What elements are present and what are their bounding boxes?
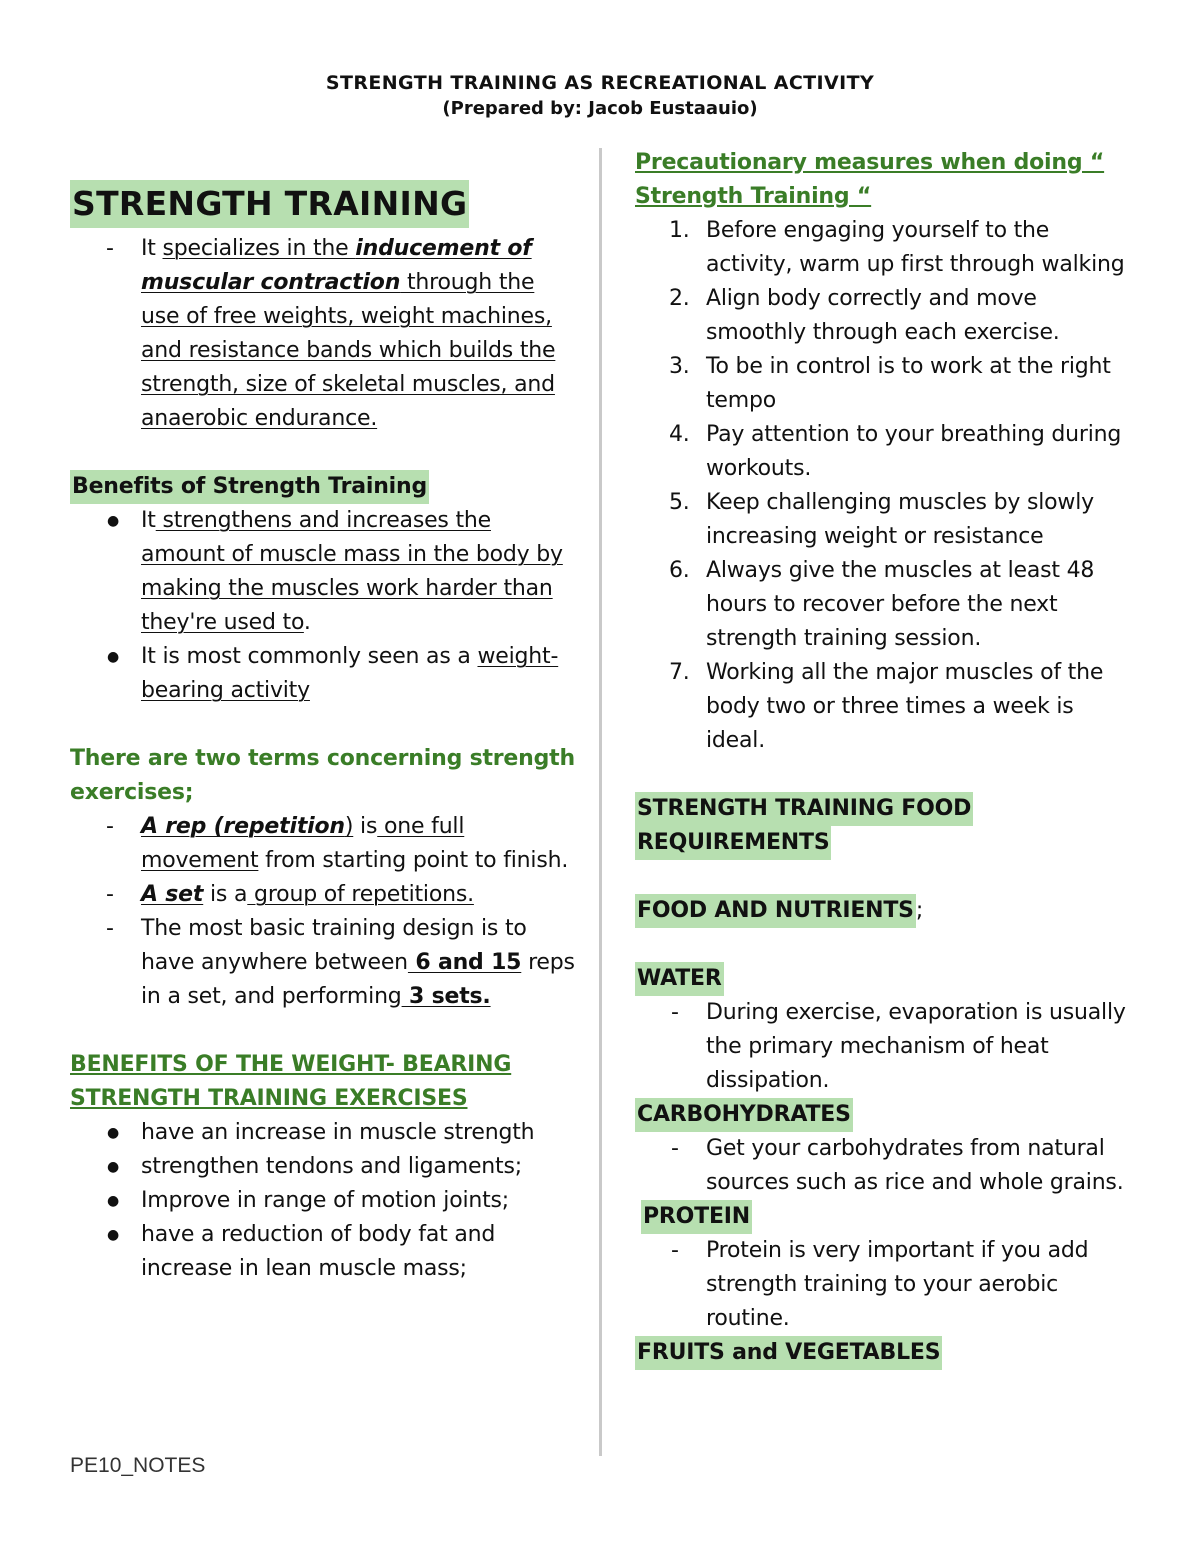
list-item: 6. Always give the muscles at least 48 hours to recover before the next strength training session. bbox=[669, 558, 1095, 651]
list-item: ● have a reduction of body fat and increase in lean muscle mass; bbox=[70, 1218, 575, 1286]
list-item: - A rep (repetition) is one full movement from starting point to finish. bbox=[70, 810, 575, 878]
carbohydrates-heading: CARBOHYDRATES bbox=[635, 1098, 853, 1132]
definition-list bbox=[70, 232, 575, 436]
definition-item: - It specializes in the inducement of muscular contraction through the use of free weights, weight machines, and resistance bands which builds the strength, size of skeletal muscles, and anaerobic endurance. bbox=[70, 232, 575, 436]
carbohydrates-list bbox=[635, 1132, 1135, 1200]
list-item: 3. To be in control is to work at the right tempo bbox=[669, 354, 1111, 413]
list-item: 1. Before engaging yourself to the activity, warm up first through walking bbox=[669, 218, 1125, 277]
list-item: 5. Keep challenging muscles by slowly increasing weight or resistance bbox=[669, 490, 1094, 549]
list-item: ● It is most commonly seen as a weight- bearing activity bbox=[70, 640, 575, 708]
main-title: STRENGTH TRAINING bbox=[70, 180, 469, 228]
right-column: Precautionary measures when doing “ Strength Training “ 1. Before engaging yourself to the activity, warm up first through walking 2. Align body correctly and move smoothly through each exercise. 3. To be in control is to work at the right tempo 4. Pay attention to your breathing during workouts. 5. Keep challenging muscles by slowly increasing weight or resistance 6. Always give the muscles at least 48 hours to recover before the next strength training session. 7. Working all the major muscles of the body two or three times a week is ideal. STRENGTH TRAINING FOOD REQUIREMENTS FOOD AND NUTRIENTS; WATER - During exercise, evaporation is usually the primary mechanism of heat dissipation. CARBOHYDRATES - Get your carbohydrates from natural sources such as rice and whole grains. PROTEIN - Protein is very important if you add strength training to your aerobic routine. FRUITS and VEGETABLES bbox=[635, 146, 1135, 1370]
precaution-heading: Precautionary measures when doing “ Strength Training “ bbox=[635, 150, 1105, 209]
key-term: inducement of muscular contraction bbox=[141, 236, 532, 295]
list-item: - A set is a group of repetitions. bbox=[70, 878, 575, 912]
water-list bbox=[635, 996, 1135, 1098]
food-requirements-heading-line2: REQUIREMENTS bbox=[635, 826, 831, 860]
prepared-by: (Prepared by: Jacob Eustaauio) bbox=[442, 98, 758, 119]
fruits-vegetables-heading: FRUITS and VEGETABLES bbox=[635, 1336, 942, 1370]
list-item: - During exercise, evaporation is usually the primary mechanism of heat dissipation. bbox=[635, 996, 1135, 1098]
list-item: ● It strengthens and increases the amount of muscle mass in the body by making the muscles work harder than they're used to. bbox=[70, 504, 575, 640]
list-item: 4. Pay attention to your breathing during workouts. bbox=[669, 422, 1122, 481]
list-item: - The most basic training design is to have anywhere between 6 and 15 reps in a set, and performing 3 sets. bbox=[70, 912, 575, 1014]
page-header bbox=[0, 72, 1200, 119]
footer-note: PE10_NOTES bbox=[70, 1454, 206, 1477]
weight-bearing-heading: BENEFITS OF THE WEIGHT- BEARING STRENGTH TRAINING EXERCISES bbox=[70, 1052, 512, 1111]
column-divider bbox=[599, 148, 602, 1456]
food-nutrients-heading: FOOD AND NUTRIENTS bbox=[635, 894, 916, 928]
food-requirements-heading-line1: STRENGTH TRAINING FOOD bbox=[635, 792, 973, 826]
precaution-list bbox=[635, 214, 1135, 758]
list-item: 2. Align body correctly and move smoothly through each exercise. bbox=[669, 286, 1060, 345]
benefits-heading: Benefits of Strength Training bbox=[70, 470, 429, 504]
left-column bbox=[70, 180, 575, 1286]
terms-list bbox=[70, 810, 575, 1014]
list-item: ● Improve in range of motion joints; bbox=[70, 1184, 575, 1218]
water-heading: WATER bbox=[635, 962, 724, 996]
list-item: ● strengthen tendons and ligaments; bbox=[70, 1150, 575, 1184]
document-title: STRENGTH TRAINING AS RECREATIONAL ACTIVITY bbox=[325, 72, 875, 94]
list-item: - Protein is very important if you add strength training to your aerobic routine. bbox=[635, 1234, 1135, 1336]
list-item: 7. Working all the major muscles of the body two or three times a week is ideal. bbox=[669, 660, 1104, 753]
terms-heading: There are two terms concerning strength exercises; bbox=[70, 746, 575, 805]
list-item: - Get your carbohydrates from natural sources such as rice and whole grains. bbox=[635, 1132, 1135, 1200]
list-item: ● have an increase in muscle strength bbox=[70, 1116, 575, 1150]
benefits-list bbox=[70, 504, 575, 708]
protein-list bbox=[635, 1234, 1135, 1336]
weight-bearing-list bbox=[70, 1116, 575, 1286]
protein-heading: PROTEIN bbox=[641, 1200, 752, 1234]
